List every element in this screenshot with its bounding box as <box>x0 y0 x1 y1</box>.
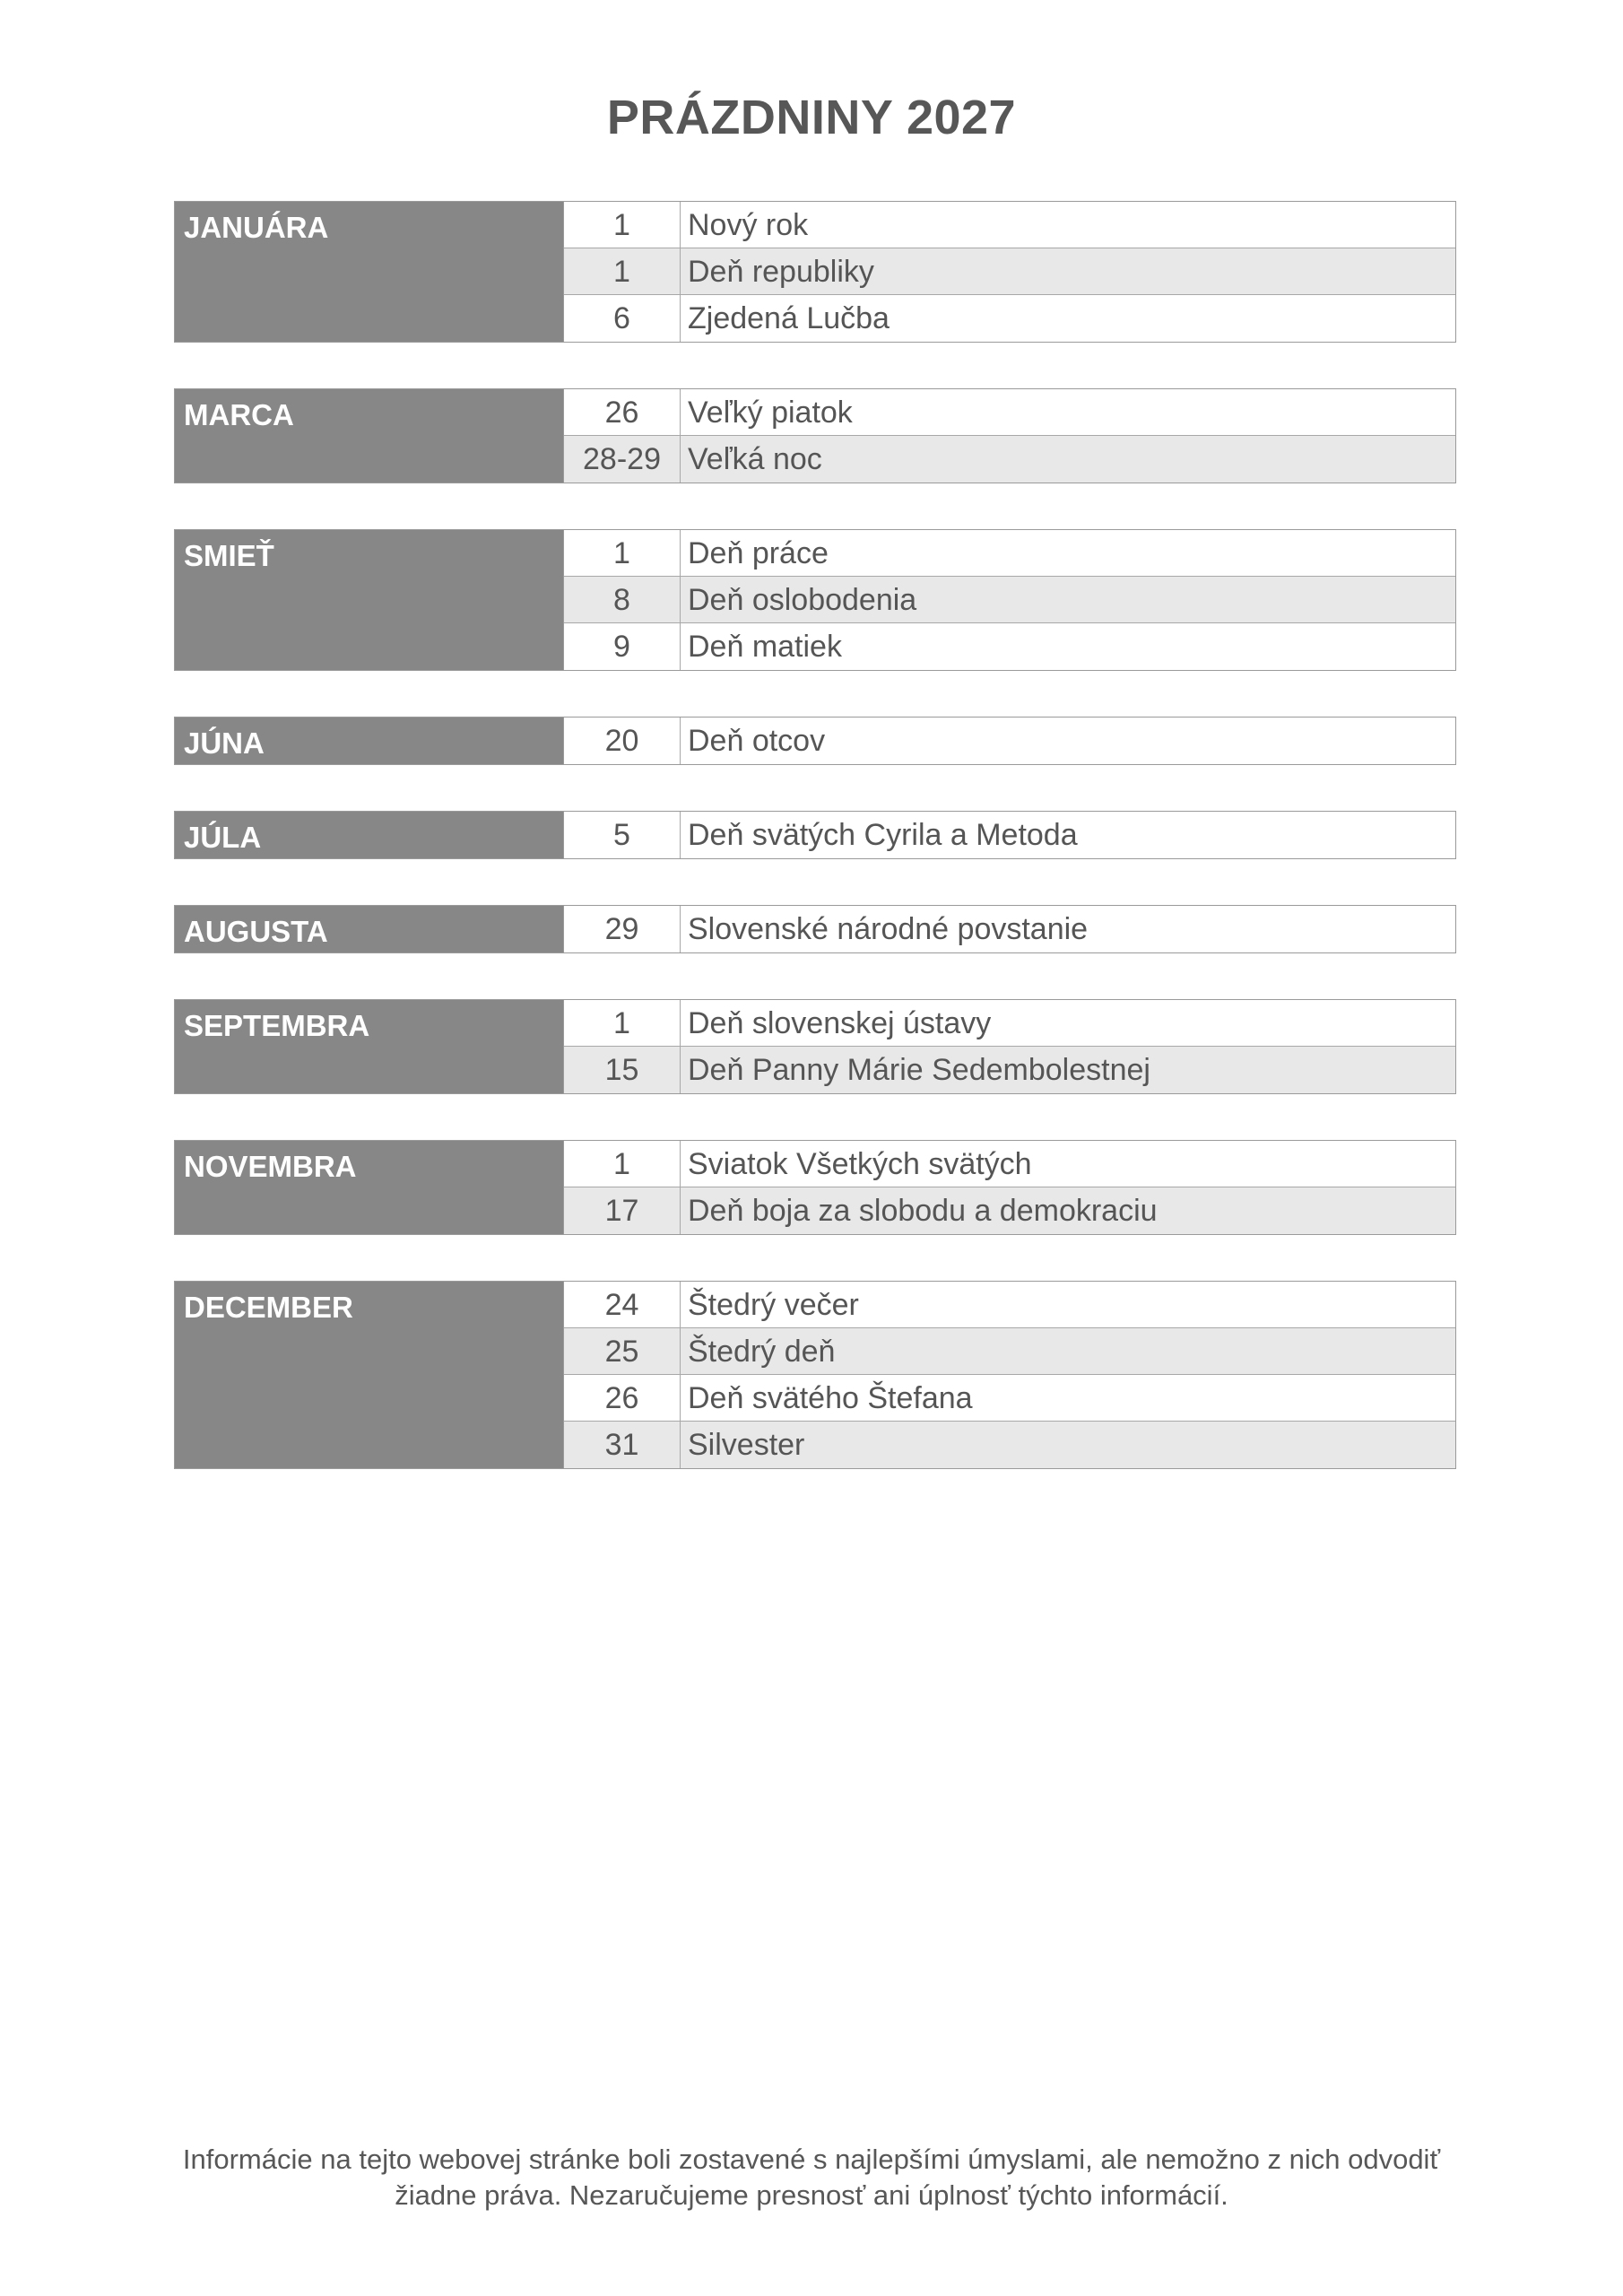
holiday-row <box>564 812 1455 858</box>
holiday-name: Slovenské národné povstanie <box>688 912 1089 946</box>
holiday-name: Veľký piatok <box>688 396 853 430</box>
month-name: NOVEMBRA <box>175 1141 564 1234</box>
holiday-day: 9 <box>564 623 681 670</box>
holiday-row <box>564 389 1455 436</box>
holiday-day: 15 <box>564 1047 681 1093</box>
month-block <box>174 717 1456 765</box>
disclaimer-line-2: žiadne práva. Nezaručujeme presnosť ani úplnosť týchto informácií. <box>395 2179 1228 2211</box>
holiday-row <box>564 1141 1455 1187</box>
holiday-name: Deň oslobodenia <box>688 583 917 617</box>
holiday-row <box>564 202 1455 248</box>
holiday-name: Deň slovenskej ústavy <box>688 1006 992 1040</box>
holiday-day: 26 <box>564 389 681 435</box>
holiday-row <box>564 295 1455 342</box>
disclaimer <box>0 2142 1623 2213</box>
holiday-name: Deň práce <box>688 536 829 570</box>
holiday-row <box>564 906 1455 952</box>
holiday-day: 26 <box>564 1375 681 1421</box>
holiday-name: Sviatok Všetkých svätých <box>688 1147 1032 1181</box>
holiday-list <box>174 201 1456 1515</box>
month-name: DECEMBER <box>175 1282 564 1468</box>
holiday-day: 31 <box>564 1422 681 1468</box>
holiday-day: 8 <box>564 577 681 622</box>
holiday-name: Deň Panny Márie Sedembolestnej <box>688 1053 1150 1087</box>
holiday-day: 5 <box>564 812 681 858</box>
holiday-rows <box>564 202 1455 342</box>
holiday-day: 1 <box>564 1141 681 1187</box>
month-block <box>174 811 1456 859</box>
holiday-name: Nový rok <box>688 208 809 242</box>
holiday-rows <box>564 530 1455 670</box>
disclaimer-line-1: Informácie na tejto webovej stránke boli zostavené s najlepšími úmyslami, ale nemožno z nich odvodiť <box>182 2144 1441 2175</box>
holiday-row <box>564 1375 1455 1422</box>
month-block <box>174 999 1456 1094</box>
holiday-day: 1 <box>564 248 681 294</box>
holiday-day: 1 <box>564 530 681 576</box>
holiday-rows <box>564 1141 1455 1234</box>
holiday-row <box>564 577 1455 623</box>
holiday-name: Veľká noc <box>688 442 822 476</box>
holiday-day: 1 <box>564 202 681 248</box>
holiday-row <box>564 1328 1455 1375</box>
holiday-row <box>564 718 1455 764</box>
holiday-name: Deň boja za slobodu a demokraciu <box>688 1194 1158 1228</box>
holiday-day: 6 <box>564 295 681 342</box>
month-name: SEPTEMBRA <box>175 1000 564 1093</box>
holiday-row <box>564 1047 1455 1093</box>
page-title: PRÁZDNINY 2027 <box>606 91 1017 144</box>
month-block <box>174 905 1456 953</box>
holiday-rows <box>564 389 1455 483</box>
holiday-name: Deň svätých Cyrila a Metoda <box>688 818 1078 852</box>
holiday-row <box>564 530 1455 577</box>
holiday-row <box>564 248 1455 295</box>
holiday-day: 24 <box>564 1282 681 1327</box>
holiday-name: Zjedená Lučba <box>688 301 890 335</box>
holiday-row <box>564 1187 1455 1234</box>
holiday-rows <box>564 906 1455 952</box>
holiday-day: 29 <box>564 906 681 952</box>
holiday-name: Silvester <box>688 1428 805 1462</box>
holiday-name: Deň matiek <box>688 630 842 664</box>
holiday-row <box>564 436 1455 483</box>
holiday-row <box>564 1000 1455 1047</box>
holiday-name: Štedrý deň <box>688 1335 836 1369</box>
holiday-name: Deň svätého Štefana <box>688 1381 973 1415</box>
holiday-name: Deň republiky <box>688 255 874 289</box>
month-block <box>174 388 1456 483</box>
month-name: JANUÁRA <box>175 202 564 342</box>
holiday-day: 1 <box>564 1000 681 1046</box>
holiday-day: 25 <box>564 1328 681 1374</box>
holiday-rows <box>564 1000 1455 1093</box>
holiday-row <box>564 1282 1455 1328</box>
holiday-day: 28-29 <box>564 436 681 483</box>
holiday-rows <box>564 812 1455 858</box>
month-block <box>174 201 1456 343</box>
month-name: SMIEŤ <box>175 530 564 670</box>
holiday-day: 20 <box>564 718 681 764</box>
holiday-row <box>564 1422 1455 1468</box>
month-name: AUGUSTA <box>175 906 564 952</box>
holiday-rows <box>564 718 1455 764</box>
holiday-day: 17 <box>564 1187 681 1234</box>
holiday-rows <box>564 1282 1455 1468</box>
month-block <box>174 1281 1456 1469</box>
month-name: JÚLA <box>175 812 564 858</box>
holiday-name: Deň otcov <box>688 724 826 758</box>
holiday-row <box>564 623 1455 670</box>
month-name: MARCA <box>175 389 564 483</box>
month-block <box>174 529 1456 671</box>
holiday-name: Štedrý večer <box>688 1288 859 1322</box>
month-name: JÚNA <box>175 718 564 764</box>
month-block <box>174 1140 1456 1235</box>
